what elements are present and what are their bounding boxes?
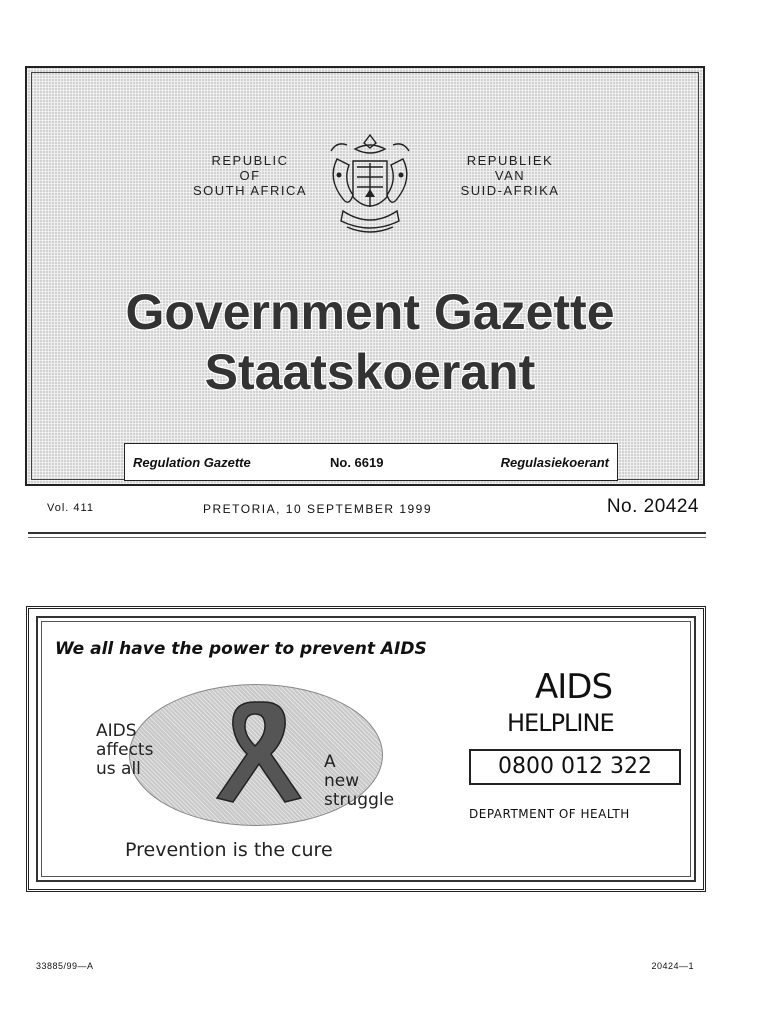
country-line: SUID-AFRIKA (460, 183, 560, 198)
department-name: DEPARTMENT OF HEALTH (469, 807, 630, 821)
country-line: REPUBLIC (211, 153, 289, 168)
country-name-english (160, 153, 340, 198)
ad-text-line: A (324, 752, 336, 772)
divider-rule (28, 537, 706, 538)
country-name-afrikaans (420, 153, 600, 198)
ad-right-text (324, 753, 394, 810)
divider-rule (28, 532, 706, 534)
helpline-title: AIDS (535, 667, 613, 707)
red-ribbon-icon (205, 694, 305, 804)
regulation-label-afrikaans: Regulasiekoerant (500, 455, 609, 470)
country-line: OF (239, 168, 261, 183)
ad-headline: We all have the power to prevent AIDS (55, 639, 427, 659)
helpline-phone-number: 0800 012 322 (469, 749, 681, 785)
place-date: PRETORIA, 10 SEPTEMBER 1999 (203, 502, 433, 516)
issue-number: No. 20424 (606, 496, 699, 517)
helpline-word: HELPLINE (507, 709, 614, 737)
ad-left-text (96, 722, 153, 779)
aids-advertisement (26, 606, 706, 892)
gazette-masthead (25, 66, 705, 486)
volume-number: Vol. 411 (47, 502, 94, 514)
ad-slogan: Prevention is the cure (125, 839, 333, 861)
ad-text-line: AIDS (96, 721, 137, 741)
ad-text-line: affects (96, 740, 154, 760)
gazette-title-english: Government Gazette (125, 284, 615, 340)
issue-line (35, 496, 707, 520)
ad-text-line: new (324, 771, 360, 791)
country-line: REPUBLIEK (466, 153, 554, 168)
footer-code-left: 33885/99—A (36, 961, 94, 971)
ad-text-line: us all (96, 759, 141, 779)
country-line: SOUTH AFRICA (192, 183, 308, 198)
masthead-frame (31, 72, 699, 480)
coat-of-arms-icon (317, 131, 423, 239)
regulation-number: No. 6619 (330, 455, 384, 470)
country-line: VAN (494, 168, 526, 183)
gazette-title-afrikaans: Staatskoerant (204, 344, 536, 400)
regulation-label-english: Regulation Gazette (133, 455, 251, 470)
regulation-gazette-box (124, 443, 618, 481)
ad-text-line: struggle (324, 790, 395, 810)
footer-code-right: 20424—1 (651, 961, 694, 971)
